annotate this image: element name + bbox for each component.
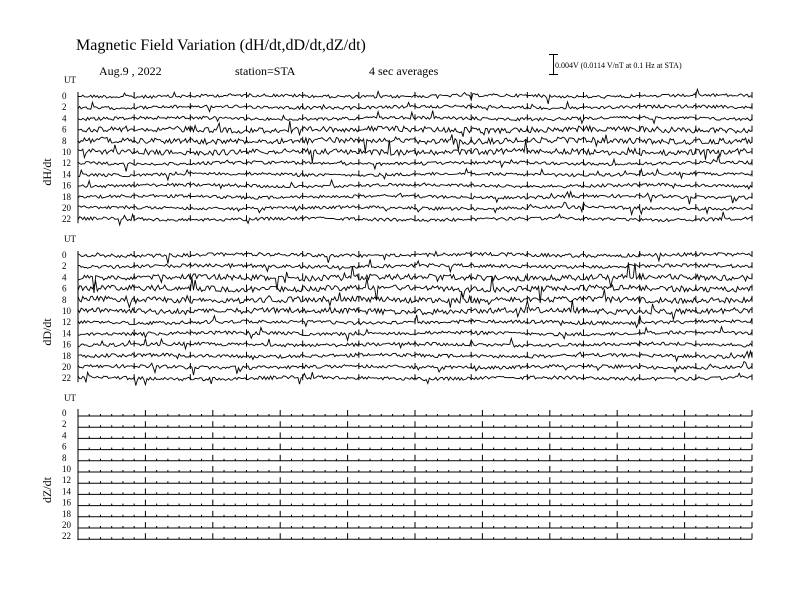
hour-tick-label: 6 bbox=[62, 124, 67, 135]
chart-title: Magnetic Field Variation (dH/dt,dD/dt,dZ/dt) bbox=[76, 37, 366, 54]
panel-ylabel: dD/dt bbox=[40, 318, 54, 346]
hour-tick-label: 4 bbox=[62, 272, 67, 283]
hour-tick-label: 12 bbox=[62, 475, 71, 486]
panel-ylabel: dH/dt bbox=[40, 158, 54, 186]
hour-tick-label: 0 bbox=[62, 250, 67, 260]
averaging-label: 4 sec averages bbox=[369, 64, 439, 78]
hour-tick-label: 8 bbox=[62, 135, 67, 146]
scale-label: 0.004V (0.0114 V/nT at 0.1 Hz at STA) bbox=[555, 61, 682, 70]
date-label: Aug.9 , 2022 bbox=[99, 64, 162, 78]
hour-tick-label: 2 bbox=[62, 261, 67, 272]
hour-tick-label: 10 bbox=[62, 306, 71, 316]
hour-tick-label: 16 bbox=[62, 180, 71, 191]
hour-tick-label: 10 bbox=[62, 147, 71, 157]
hour-tick-label: 2 bbox=[62, 102, 67, 113]
ut-label: UT bbox=[64, 393, 76, 403]
station-label: station=STA bbox=[235, 64, 296, 78]
hour-tick-label: 10 bbox=[62, 464, 71, 474]
hour-tick-label: 18 bbox=[62, 191, 71, 202]
panel-ylabel: dZ/dt bbox=[40, 477, 54, 503]
hour-tick-label: 8 bbox=[62, 294, 67, 305]
hour-tick-label: 14 bbox=[62, 328, 71, 339]
hour-tick-label: 16 bbox=[62, 339, 71, 350]
hour-tick-label: 12 bbox=[62, 158, 71, 169]
hour-tick-label: 18 bbox=[62, 350, 71, 361]
hour-tick-label: 22 bbox=[62, 531, 71, 542]
ut-label: UT bbox=[64, 234, 76, 244]
hour-tick-label: 22 bbox=[62, 373, 71, 384]
hour-tick-label: 20 bbox=[62, 203, 71, 213]
hour-tick-label: 0 bbox=[62, 408, 67, 418]
hour-tick-label: 20 bbox=[62, 362, 71, 372]
hour-tick-label: 12 bbox=[62, 317, 71, 328]
hour-tick-label: 20 bbox=[62, 520, 71, 530]
hour-tick-label: 14 bbox=[62, 169, 71, 180]
hour-tick-label: 2 bbox=[62, 419, 67, 430]
ut-label: UT bbox=[64, 75, 76, 85]
hour-tick-label: 18 bbox=[62, 508, 71, 519]
hour-tick-label: 0 bbox=[62, 91, 67, 101]
hour-tick-label: 14 bbox=[62, 486, 71, 497]
hour-tick-label: 22 bbox=[62, 214, 71, 225]
hour-tick-label: 16 bbox=[62, 497, 71, 508]
hour-tick-label: 4 bbox=[62, 430, 67, 441]
hour-tick-label: 6 bbox=[62, 441, 67, 452]
hour-tick-label: 4 bbox=[62, 113, 67, 124]
hour-tick-label: 8 bbox=[62, 452, 67, 463]
hour-tick-label: 6 bbox=[62, 283, 67, 294]
